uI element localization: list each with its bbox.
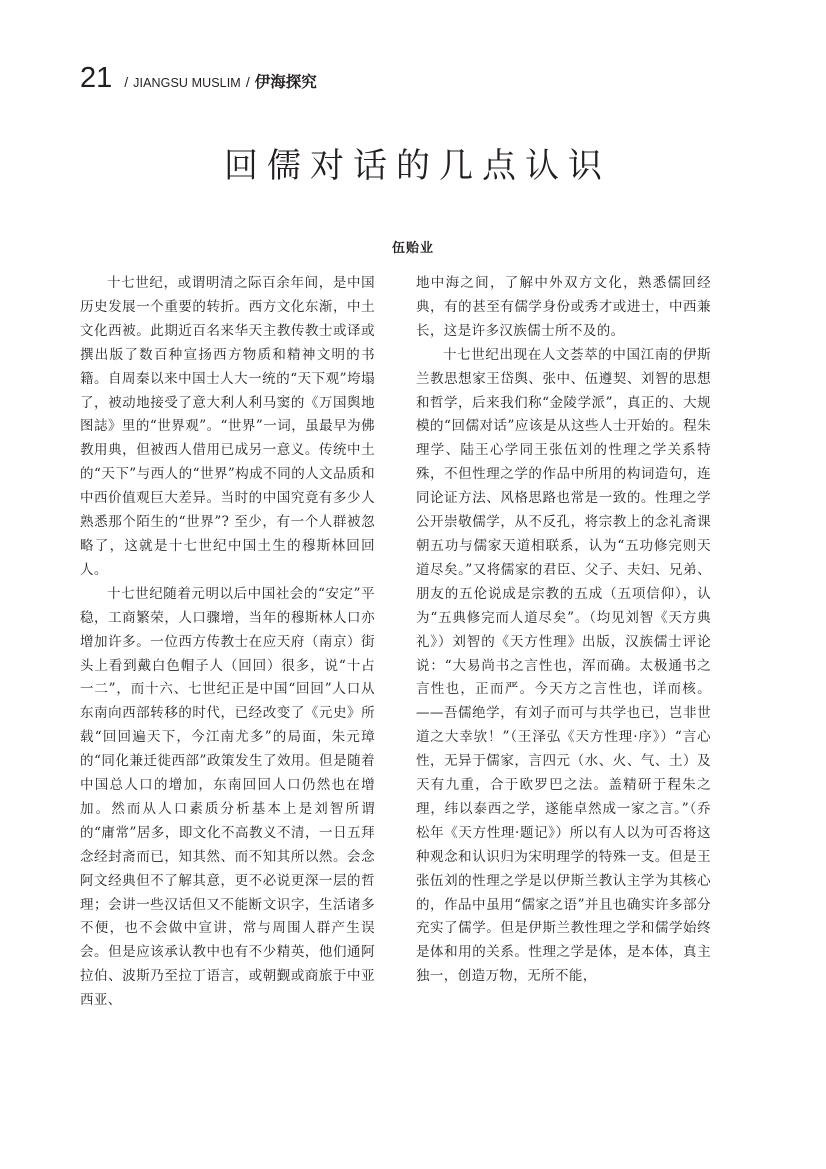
left-text-column: [80, 272, 375, 1013]
paragraph: 十七世纪随着元明以后中国社会的“安定”平稳，工商繁荣，人口骤增，当年的穆斯林人口亦增加许多。一位西方传教士在应天府（南京）街头上看到戴白色帽子人（回回）很多，说“十占一二”，而十六、七世纪正是中国“回回”人口从东南向西部转移的时代，已经改变了《元史》所载“回回遍天下，今江南尤多”的局面，朱元璋的“同化兼迁徙西部”政策发生了效用。但是随着中国总人口的增加，东南回回人口仍然也在增加。然而从人口素质分析基本上是刘智所谓的“庸常”居多，即文化不高教义不清，一日五拜念经封斋而已，知其然、而不知其所以然。会念阿文经典但不了解其意，更不必说更深一层的哲理；会讲一些汉话但又不能断文识字，生活诸多不便，也不会做中宣讲，常与周围人群产生误会。但是应该承认教中也有不少精英，他们通阿拉伯、波斯乃至拉丁语言，或朝觐或商旅于中亚西亚、: [80, 585, 375, 1009]
paragraph-continuation: 地中海之间，了解中外双方文化，熟悉儒回经典，有的甚至有儒学身份或秀才或进士，中西兼长，这是许多汉族儒士所不及的。: [416, 275, 711, 339]
running-header: [80, 62, 317, 102]
journal-name-english: JIANGSU MUSLIM: [133, 76, 241, 90]
article-author: 伍贻业: [391, 241, 434, 256]
page-number: 21: [80, 62, 113, 94]
article-title: 回儒对话的几点认识: [224, 146, 611, 186]
section-name: 伊海探究: [254, 73, 317, 91]
header-separator: /: [124, 74, 129, 90]
paragraph: 十七世纪出现在人文荟萃的中国江南的伊斯兰教思想家王岱舆、张中、伍遵契、刘智的思想和哲学，后来我们称“金陵学派”，真正的、大规模的“回儒对话”应该是从这些人士开始的。程朱理学、陆王心学同王张伍刘的性理之学关系特殊，不但性理之学的作品中所用的构词造句，连同论证方法、风格思路也常是一致的。性理之学公开崇敬儒学，从不反孔，将宗教上的念礼斋课朝五功与儒家天道相联系，认为“五功修完则天道尽矣。”又将儒家的君臣、父子、夫妇、兄弟、朋友的五伦说成是宗教的五成（五项信仰），认为“五典修完而人道尽矣”。（均见刘智《天方典礼》）刘智的《天方性理》出版，汉族儒士评论说：“大易尚书之言性也，浑而确。太极通书之言性也，正而严。今天方之言性也，详而核。——吾儒绝学，有刘子而可与共学也已，岂非世道之大幸欤！”（王泽弘《天方性理·序》）“言心性，无异于儒家，言四元（水、火、气、土）及天有九重，合于欧罗巴之法。盖精研于程朱之理，纬以泰西之学，遂能卓然成一家之言。”（乔松年《天方性理·题记》）所以有人以为可否将这种观念和认识归为宋明理学的特殊一支。但是王张伍刘的性理之学是以伊斯兰教认主学为其核心的，作品中虽用“儒家之语”并且也确实许多部分充实了儒学。但是伊斯兰教性理之学和儒学始终是体和用的关系。性理之学是体，是本体，真主独一，创造万物，无所不能，: [416, 346, 711, 985]
right-text-column: [416, 272, 711, 989]
paragraph: 十七世纪，或谓明清之际百余年间，是中国历史发展一个重要的转折。西方文化东渐，中土文化西被。此期近百名来华天主教传教士或译或撰出版了数百种宣扬西方物质和精神文明的书籍。自周秦以来中国士人大一统的“天下观”垮塌了，被动地接受了意大利人利马窦的《万国舆地图誌》里的“世界观”。“世界”一词，虽最早为佛教用典，但被西人借用已成另一意义。传统中土的“天下”与西人的“世界”构成不同的人文品质和中西价值观巨大差异。当时的中国究竟有多少人熟悉那个陌生的“世界”? 至少，有一个人群被忽略了，这就是十七世纪中国土生的穆斯林回回人。: [80, 275, 375, 578]
header-separator: /: [245, 74, 250, 90]
